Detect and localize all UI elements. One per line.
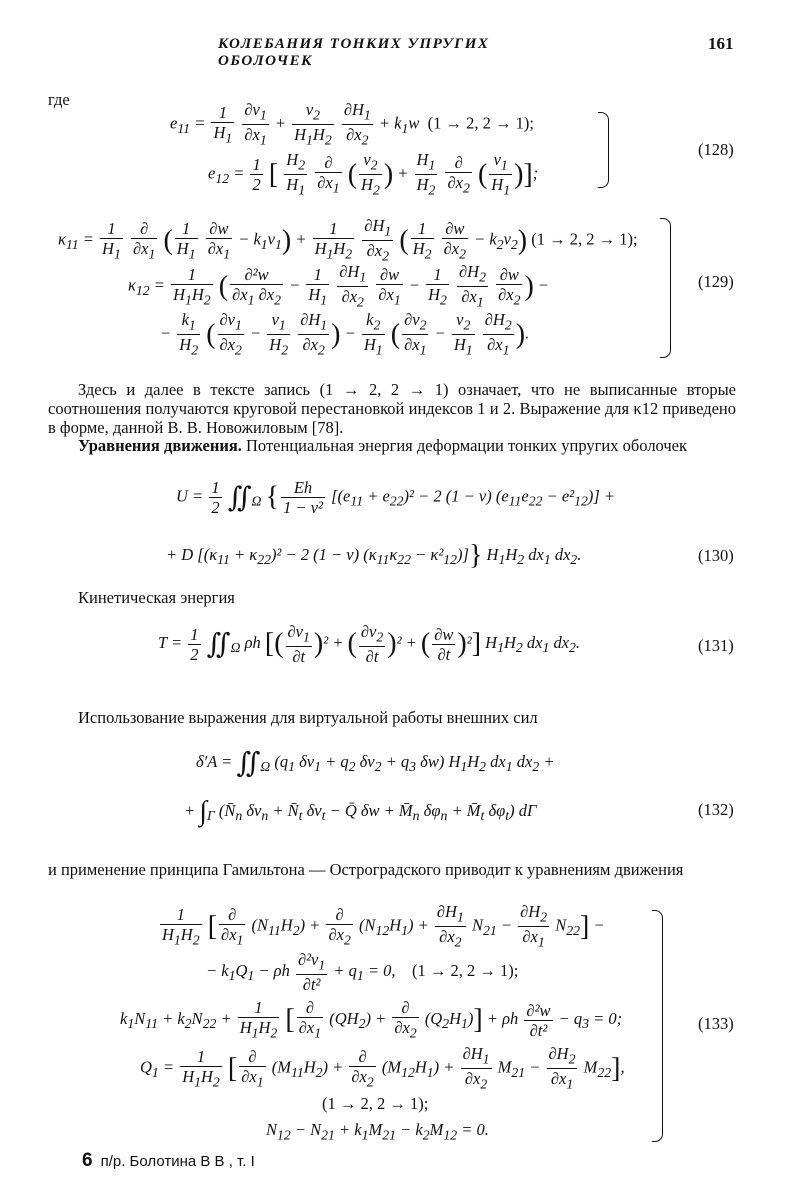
where-label: где xyxy=(48,90,70,109)
brace-128 xyxy=(598,112,609,188)
equation-132-line2: + $\int_\Gamma$ ($N̄_n$ $\delta v_n$ + $N̄_t$ $\delta v_t$ − Q̄ $\delta w + M̄_n$ $\delta\varphi_n$ + $M̄_t$ $\delta\varphi_t$) dΓ xyxy=(184,796,537,827)
equation-133-line6: $N_{12} - N_{21} + k_1M_{21} - k_2M_{12} = 0$. xyxy=(266,1120,489,1143)
perm-133b: (1 → 2, 2 → 1); xyxy=(322,1094,429,1113)
equation-number-129: (129) xyxy=(698,272,734,291)
perm-128: (1 → 2, 2 → 1); xyxy=(427,113,534,133)
brace-129 xyxy=(660,218,671,358)
virtual-work-text: Использование выражения для виртуальной работы внешних сил xyxy=(78,708,538,727)
section-heading: Уравнения движения. xyxy=(78,436,242,455)
footer-signature xyxy=(82,1150,255,1172)
equation-133-line5 xyxy=(322,1094,428,1114)
equation-129-line1: $\kappa_{11}$ = $\frac{1}{H_1}$ $\frac{\partial}{\partial x_1}$ ( $\frac{1}{H_1}$ $\frac{\partial w}{\partial x_1}$ − $k_1v_1$) + $\frac{1}{H_1H_2}$ $\frac{\partial H_1}{\partial x_2}$ ( $\frac{1}{H_2}$ $\frac{\partial w}{\partial x_2}$ − $k_2v_2$) (1 → 2, 2 → 1); xyxy=(58,216,638,264)
equation-number-128: (128) xyxy=(698,140,734,159)
equation-number-131: (131) xyxy=(698,636,734,655)
equation-133-line4: $Q_1$ = $\frac{1}{H_1H_2}$ [ $\frac{\partial}{\partial x_1}$ $(M_{11}H_2)$ + $\frac{\partial}{\partial x_2}$ $(M_{12}H_1)$ + $\frac{\partial H_1}{\partial x_2}$ $M_{21}$ − $\frac{\partial H_2}{\partial x_1}$ $M_{22}$], xyxy=(140,1044,625,1092)
paragraph-motion-text: Потенциальная энергия деформации тонких упругих оболочек xyxy=(241,436,688,455)
equation-133-line3: $k_1N_{11} + k_2N_{22}$ + $\frac{1}{H_1H_2}$ [ $\frac{\partial}{\partial x_1}$ $(QH_2)$ + $\frac{\partial}{\partial x_2}$ $(Q_2H_1)] + \rho h$ $\frac{\text{∂²w}}{\text{∂t²}}$ − $q_3 = 0$; xyxy=(120,998,623,1041)
brace-133 xyxy=(652,910,663,1142)
equation-130-line1: U = $\frac{1}{2}$ $∬_\Omega$ { $\frac{Eh}{\text{1 − ν²}}$ [$(e_{11} + e_{22})^2 - 2$ (1 − ν) $(e_{11}e_{22} - e^2_{12})$] + xyxy=(176,478,616,517)
equation-133-line2: − $k_1Q_1 - \rho h$ $\frac{\partial^2v_1}{\text{∂t²}}$ + $q_1 = 0$, (1 → 2, 2 → 1); xyxy=(206,950,519,995)
equation-number-130: (130) xyxy=(698,546,734,565)
signature-text: п/р. Болотина В В , т. I xyxy=(100,1153,255,1170)
equation-130-line2: + D [$(\kappa_{11} + \kappa_{22})^2 - 2$ (1 − ν) $(\kappa_{11}\kappa_{22} - \kappa^2_{12})$]} $H_1H_2$ $dx_1$ $dx_2$. xyxy=(166,540,582,571)
equation-129-line3: − $\frac{k_1}{H_2}$ ( $\frac{\partial v_1}{\partial x_2}$ − $\frac{v_1}{H_2}$ $\frac{\partial H_1}{\partial x_2}$ ) − $\frac{k_2}{H_1}$ ( $\frac{\partial v_2}{\partial x_1}$ − $\frac{v_2}{H_1}$ $\frac{\partial H_2}{\partial x_1}$ ). xyxy=(160,310,530,358)
equation-128-line1: $e_{11}$ = $\frac{1}{H_1}$ $\frac{\partial v_1}{\partial x_1}$ + $\frac{v_2}{H_1H_2}$ $\frac{\partial H_1}{\partial x_2}$ + $k_1w$ (1 → 2, 2 → 1); xyxy=(170,100,534,148)
paragraph-notation: Здесь и далее в тексте запись (1 → 2, 2 → 1) означает, что не выписанные вторые соотношения получаются круговой перестановкой индексов 1 и 2. Выражение для κ12 приведено в форме, данной В. В. Новожиловым [78]. xyxy=(48,380,736,437)
perm-129: (1 → 2, 2 → 1); xyxy=(531,229,638,249)
kinetic-energy-label: Кинетическая энергия xyxy=(78,588,235,607)
equation-number-132: (132) xyxy=(698,800,734,819)
equation-number-133: (133) xyxy=(698,1014,734,1033)
running-header-title: КОЛЕБАНИЯ ТОНКИХ УПРУГИХ ОБОЛОЧЕК xyxy=(218,36,490,69)
perm-133: (1 → 2, 2 → 1); xyxy=(412,960,519,980)
page-number: 161 xyxy=(708,34,734,53)
equation-133-line1: $\frac{1}{H_1H_2}$ [ $\frac{\partial}{\partial x_1}$ $(N_{11}H_2)$ + $\frac{\partial}{\partial x_2}$ $(N_{12}H_1)$ + $\frac{\partial H_1}{\partial x_2}$ $N_{21}$ − $\frac{\partial H_2}{\partial x_1}$ $N_{22}$] − xyxy=(162,902,605,950)
hamilton-text: и применение принципа Гамильтона — Остроградского приводит к уравнениям движения xyxy=(48,860,684,879)
equation-129-line2: $\kappa_{12}$ = $\frac{1}{H_1H_2}$ ( $\frac{\text{∂²w}}{\partial x_1 \partial x_2}$ − $\frac{1}{H_1}$ $\frac{\partial H_1}{\partial x_2}$ $\frac{\partial w}{\partial x_1}$ − $\frac{1}{H_2}$ $\frac{\partial H_2}{\partial x_1}$ $\frac{\partial w}{\partial x_2}$ ) − xyxy=(128,262,550,310)
paragraph-motion-equations xyxy=(48,436,736,455)
equation-128-line2: $e_{12}$ = $\frac{1}{2}$ [ $\frac{H_2}{H_1}$ $\frac{\partial}{\partial x_1}$ ( $\frac{v_2}{H_2}$ ) + $\frac{H_1}{H_2}$ $\frac{\partial}{\partial x_2}$ ( $\frac{v_1}{H_1}$ )]; xyxy=(208,150,539,198)
equation-132-line1: $\delta'A = ∬_\Omega$ ($q_1$ $\delta v_1 + q_2$ $\delta v_2 + q_3$ δw) $H_1H_2$ $dx_1$ $dx_2$ + xyxy=(196,748,555,779)
equation-131: T = $\frac{1}{2}$ $∬_\Omega$ ρh [( $\frac{\partial v_1}{\partial t}$ )² + ( $\frac{\partial v_2}{\partial t}$ )² + ( $\frac{\partial w}{\partial t}$ )²] $H_1H_2$ $dx_1$ $dx_2$. xyxy=(158,622,581,667)
sheet-number: 6 xyxy=(82,1150,93,1171)
